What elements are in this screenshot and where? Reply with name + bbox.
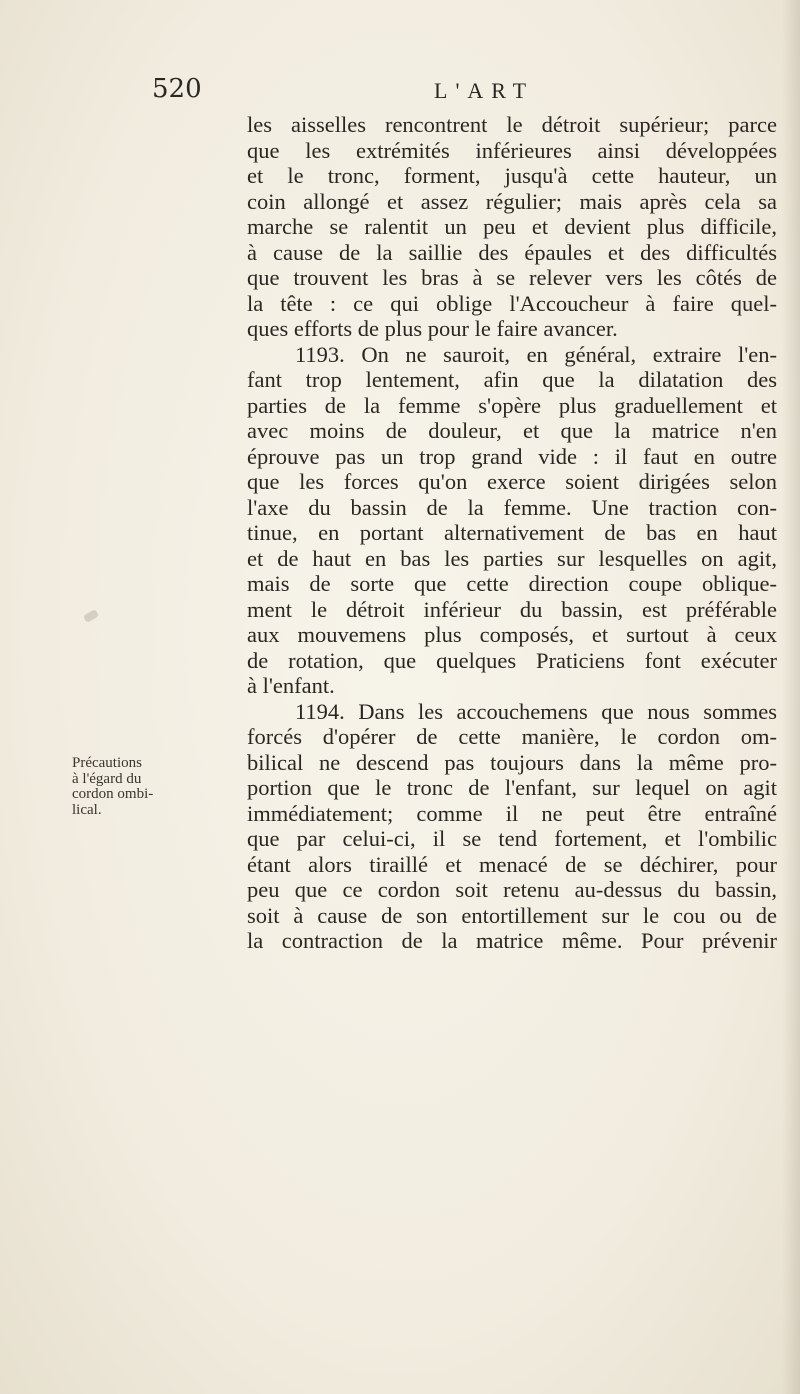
text-line: fant trop lentement, afin que la dilatation des: [247, 367, 777, 392]
margin-note: [72, 756, 246, 818]
text-line: de rotation, que quelques Praticiens font exécuter: [247, 647, 777, 673]
paragraph-1194-start: 1194. Dans les accouchemens que nous sommes: [295, 698, 777, 724]
body-text: [247, 112, 777, 954]
text-line: à l'enfant.: [247, 673, 335, 698]
text-line: les aisselles rencontrent le détroit supérieur; parce: [247, 112, 777, 137]
text-line: mais de sorte que cette direction coupe oblique-: [247, 571, 777, 596]
margin-note-line: à l'égard du: [72, 770, 142, 787]
text-line: bilical ne descend pas toujours dans la même pro-: [247, 749, 777, 775]
text-line: tinue, en portant alternativement de bas en haut: [247, 520, 777, 545]
text-line: étant alors tiraillé et menacé de se déchirer, pour: [247, 851, 777, 877]
text-line: la contraction de la matrice même. Pour prévenir: [247, 928, 777, 953]
text-line: que les extrémités inférieures ainsi développées: [247, 137, 777, 163]
text-line: avec moins de douleur, et que la matrice n'en: [247, 418, 777, 443]
page-edge-shadow: [782, 0, 800, 1394]
text-line: immédiatement; comme il ne peut être entraîné: [247, 800, 777, 826]
text-line: éprouve pas un trop grand vide : il faut en outre: [247, 443, 777, 469]
ink-speck: [83, 609, 99, 623]
running-head: L'ART: [434, 78, 535, 103]
text-line: forcés d'opérer de cette manière, le cordon om-: [247, 724, 777, 749]
text-line: aux mouvemens plus composés, et surtout à ceux: [247, 622, 777, 647]
text-line: ques efforts de plus pour le faire avancer.: [247, 316, 618, 341]
text-line: à cause de la saillie des épaules et des difficultés: [247, 239, 777, 265]
text-line: marche se ralentit un peu et devient plus difficile,: [247, 214, 777, 239]
text-line: parties de la femme s'opère plus graduellement et: [247, 392, 777, 418]
text-line: que les forces qu'on exerce soient dirigées selon: [247, 469, 777, 494]
text-line: et le tronc, forment, jusqu'à cette hauteur, un: [247, 163, 777, 188]
margin-note-line: Précautions: [72, 755, 142, 771]
text-line: ment le détroit inférieur du bassin, est préférable: [247, 596, 777, 622]
paragraph-1193-start: 1193. On ne sauroit, en général, extraire l'en-: [295, 341, 777, 367]
text-line: que par celui-ci, il se tend fortement, et l'ombilic: [247, 826, 777, 851]
text-line: soit à cause de son entortillement sur le cou ou de: [247, 902, 777, 928]
page-header: [152, 74, 792, 110]
text-line: l'axe du bassin de la femme. Une traction con-: [247, 494, 777, 520]
margin-note-line: cordon ombi-: [72, 786, 154, 802]
margin-note-line: lical.: [72, 801, 102, 818]
text-line: et de haut en bas les parties sur lesquelles on agit,: [247, 545, 777, 571]
text-line: la tête : ce qui oblige l'Accoucheur à faire quel-: [247, 290, 777, 316]
text-line: que trouvent les bras à se relever vers les côtés de: [247, 265, 777, 290]
page-number: 520: [152, 74, 202, 104]
text-line: portion que le tronc de l'enfant, sur lequel on agit: [247, 775, 777, 800]
text-line: coin allongé et assez régulier; mais après cela sa: [247, 188, 777, 214]
text-line: peu que ce cordon soit retenu au-dessus du bassin,: [247, 877, 777, 902]
